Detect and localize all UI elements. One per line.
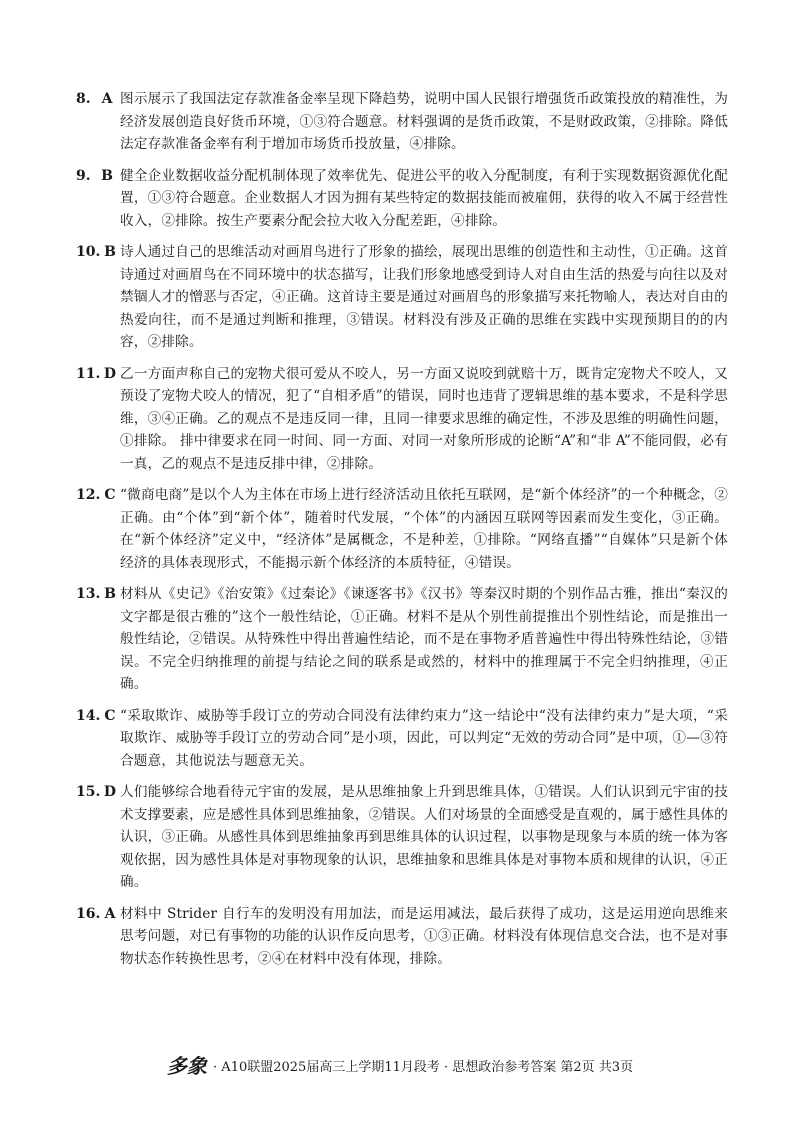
answer-letter: C	[104, 707, 116, 724]
answer-item-9	[76, 165, 728, 233]
question-number: 15.	[76, 784, 101, 800]
page-footer	[0, 1050, 800, 1079]
answer-item-14	[76, 705, 728, 773]
answer-item-13	[76, 583, 728, 696]
answer-explanation: 图示展示了我国法定存款准备金率呈现下降趋势，说明中国人民银行增强货币政策投放的精准性，为经济发展创造良好货币环境，①③符合题意。材料强调的是货币政策，不是财政政策，②排除。降低法定存款准备金率有利于增加市场货币投放量，④排除。	[120, 91, 728, 152]
answer-item-10	[76, 241, 728, 354]
question-number: 14.	[76, 707, 101, 724]
answer-letter: A	[104, 905, 116, 922]
answer-explanation: 材料从《史记》《治安策》《过秦论》《谏逐客书》《汉书》等秦汉时期的个别作品古雅，推出“秦汉的文字都是很古雅的”这个一般性结论，①正确。材料不是从个别性前提推出个别性结论，而是推出一般性结论，②错误。从特殊性中得出普遍性结论，而不是在事物矛盾普遍性中得出特殊性结论，③错误。不完全归纳推理的前提与结论之间的联系是或然的，材料中的推理属于不完全归纳推理，④正确。	[120, 586, 728, 692]
answer-explanation: 材料中 Strider 自行车的发明没有用加法，而是运用减法，最后获得了成功，这是运用逆向思维来思考问题，对已有事物的功能的认识作反向思考，①③正确。材料没有体现信息交合法，也不是对事物状态作转换性思考，②④在材料中没有体现，排除。	[120, 905, 728, 967]
publisher-logo: 多象	[166, 1054, 207, 1078]
question-number: 12.	[76, 487, 101, 503]
answer-list	[76, 88, 728, 979]
answer-item-8	[76, 88, 728, 156]
question-number: 11.	[76, 365, 101, 382]
answer-letter: A	[101, 91, 113, 107]
answer-item-12	[76, 484, 728, 574]
answer-item-11	[76, 363, 728, 476]
answer-item-15	[76, 781, 728, 894]
answer-explanation: 诗人通过自己的思维活动对画眉鸟进行了形象的描绘，展现出思维的创造性和主动性，①正确。这首诗通过对画眉鸟在不同环境中的状态描写，让我们形象地感受到诗人对自由生活的热爱与向往以及对禁锢人才的憎恶与否定，④正确。这首诗主要是通过对画眉鸟的形象描写来托物喻人，表达对自由的热爱向往，而不是通过判断和推理，③错误。材料没有涉及正确的思维在实践中实现预期目的的内容，②排除。	[120, 244, 728, 350]
question-number: 13.	[76, 586, 101, 602]
answer-explanation: “采取欺诈、威胁等手段订立的劳动合同没有法律约束力”这一结论中“没有法律约束力”是大项，“采取欺诈、威胁等手段订立的劳动合同”是小项，因此，可以判定“无效的劳动合同”是中项，①—③符合题意，其他说法与题意无关。	[120, 707, 728, 769]
answer-explanation: 人们能够综合地看待元宇宙的发展，是从思维抽象上升到思维具体，①错误。人们认识到元宇宙的技术支撑要素，应是感性具体到思维抽象，②错误。人们对场景的全面感受是直观的，属于感性具体的认识，③正确。从感性具体到思维抽象再到思维具体的认识过程，以事物是现象与本质的统一体为客观依据，因为感性具体是对事物现象的认识，思维抽象和思维具体是对事物本质和规律的认识，④正确。	[120, 784, 728, 890]
answer-letter: C	[104, 487, 116, 503]
question-number: 16.	[76, 905, 101, 922]
answer-letter: B	[104, 244, 116, 260]
answer-letter: B	[101, 167, 113, 184]
question-number: 9.	[76, 167, 91, 184]
question-number: 8.	[76, 91, 91, 107]
answer-explanation: 健全企业数据收益分配机制体现了效率优先、促进公平的收入分配制度，有利于实现数据资源优化配置，①③符合题意。企业数据人才因为拥有某些特定的数据技能而被雇佣，获得的收入不属于经营性收入，②排除。按生产要素分配会拉大收入分配差距，④排除。	[120, 167, 728, 229]
question-number: 10.	[76, 244, 101, 260]
answer-letter: B	[104, 586, 116, 602]
answer-explanation: 乙一方面声称自己的宠物犬很可爱从不咬人，另一方面又说咬到就赔十万，既肯定宠物犬不咬人，又预设了宠物犬咬人的情况，犯了“自相矛盾”的错误，同时也违背了逻辑思维的基本要求，不是科学思维，③④正确。乙的观点不是违反同一律，且同一律要求思维的确定性，不涉及思维的明确性问题，①排除。 排中律要求在同一时间、同一方面、对同一对象所形成的论断“A”和“非 A”不能同假，必有一真，乙的观点不是违反排中律，②排除。	[120, 365, 728, 472]
answer-explanation: “微商电商”是以个人为主体在市场上进行经济活动且依托互联网，是“新个体经济”的一个种概念，②正确。由“个体”到“新个体”，随着时代发展，“个体”的内涵因互联网等因素而发生变化，③正确。在“新个体经济”定义中，“经济体”是属概念，不是种差，①排除。“网络直播”“自媒体”只是新个体经济的具体表现形式，不能揭示新个体经济的本质特征，④错误。	[120, 487, 728, 571]
answer-item-16	[76, 903, 728, 971]
answer-letter: D	[103, 365, 117, 382]
footer-text: · A10联盟2025届高三上学期11月段考 · 思想政治参考答案 第2页 共3页	[213, 1060, 634, 1075]
answer-letter: D	[103, 784, 117, 800]
